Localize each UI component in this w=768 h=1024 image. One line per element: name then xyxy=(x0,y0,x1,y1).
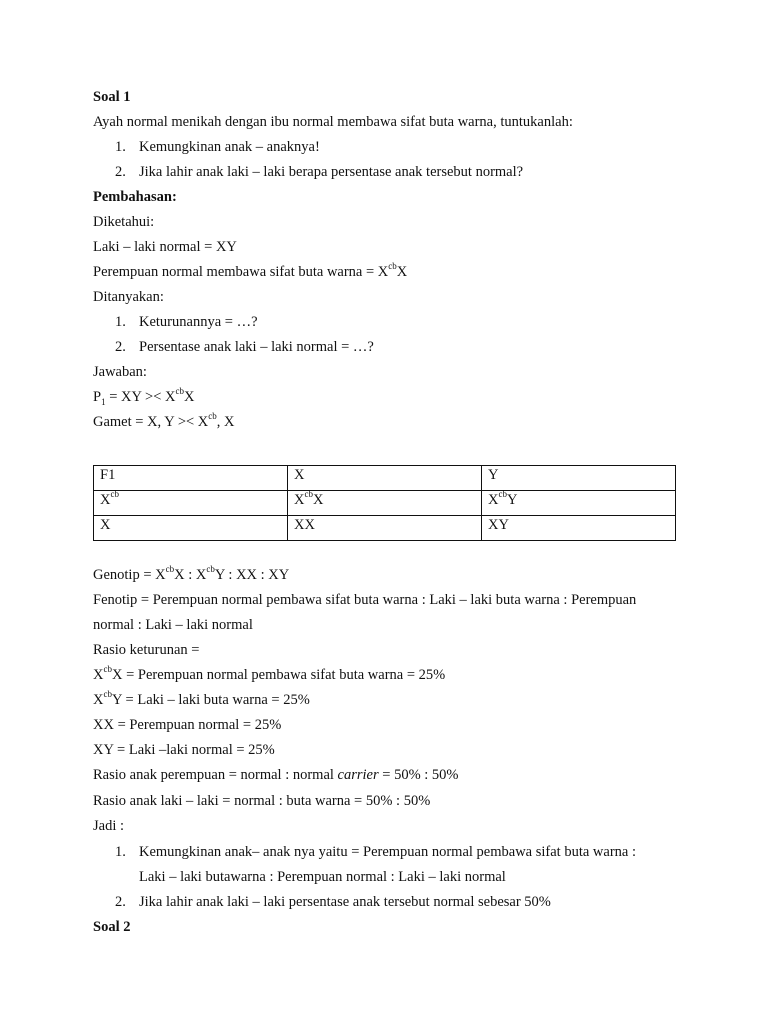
pembahasan-heading: Pembahasan: xyxy=(93,189,177,205)
ditanyakan-item: Keturunannya = …? xyxy=(139,314,258,330)
genotip-line: Genotip = $X^{cb}X$ : $X^{cb}Y$ : XX : XY xyxy=(93,564,290,583)
table-cell: $X^{cb}$ xyxy=(94,491,288,516)
rasio-line: XY = Laki –laki normal = 25% xyxy=(93,742,275,758)
list-number: 1. xyxy=(115,844,126,860)
jadi-item-cont: Laki – laki butawarna : Perempuan normal : Laki – laki normal xyxy=(139,869,506,885)
jadi-item: Kemungkinan anak– anak nya yaitu = Perempuan normal pembawa sifat buta warna : xyxy=(139,844,636,860)
fenotip-line: Fenotip = Perempuan normal pembawa sifat buta warna : Laki – laki buta warna : Perempuan xyxy=(93,592,637,608)
fenotip-line-cont: normal : Laki – laki normal xyxy=(93,617,253,633)
soal2-title: Soal 2 xyxy=(93,919,131,935)
table-row xyxy=(94,466,676,491)
table-cell: X xyxy=(288,466,482,491)
rasio-keturunan-label: Rasio keturunan = xyxy=(93,642,200,658)
list-number: 2. xyxy=(115,339,126,355)
laki-normal-line: Laki – laki normal = XY xyxy=(93,239,237,255)
list-number: 1. xyxy=(115,139,126,155)
table-cell: XY xyxy=(482,516,676,541)
table-cell: F1 xyxy=(94,466,288,491)
table-row xyxy=(94,516,676,541)
soal1-title: Soal 1 xyxy=(93,89,131,105)
p1-line: $P_1$ = XY >< $X^{cb}X$ xyxy=(93,386,195,407)
ditanyakan-item: Persentase anak laki – laki normal = …? xyxy=(139,339,374,355)
gamet-line: Gamet = X, $Y >< X^{cb}$, X xyxy=(93,411,235,430)
list-number: 2. xyxy=(115,894,126,910)
question-item: Kemungkinan anak – anaknya! xyxy=(139,139,320,155)
diketahui-label: Diketahui: xyxy=(93,214,155,230)
rasio-line: $X^{cb}Y$ = Laki – laki buta warna = 25% xyxy=(93,689,310,708)
jadi-label: Jadi : xyxy=(93,818,125,834)
rasio-perempuan-line: Rasio anak perempuan = normal : normal carrier = 50% : 50% xyxy=(93,767,459,783)
jadi-item: Jika lahir anak laki – laki persentase anak tersebut normal sebesar 50% xyxy=(139,894,551,910)
ditanyakan-label: Ditanyakan: xyxy=(93,289,164,305)
table-cell: $X^{cb}Y$ xyxy=(482,491,676,516)
rasio-line: $X^{cb}X$ = Perempuan normal pembawa sifat buta warna = 25% xyxy=(93,664,446,683)
table-cell: X xyxy=(94,516,288,541)
rasio-line: XX = Perempuan normal = 25% xyxy=(93,717,282,733)
list-number: 2. xyxy=(115,164,126,180)
question-text: Ayah normal menikah dengan ibu normal membawa sifat buta warna, tuntukanlah: xyxy=(93,114,573,130)
perempuan-normal-line: Perempuan normal membawa sifat buta warna = $X^{cb}X$ xyxy=(93,261,408,280)
table-cell: XX xyxy=(288,516,482,541)
table-row xyxy=(94,491,676,516)
jawaban-label: Jawaban: xyxy=(93,364,147,380)
table-cell: Y xyxy=(482,466,676,491)
list-number: 1. xyxy=(115,314,126,330)
punnett-table xyxy=(93,465,676,541)
rasio-laki-line: Rasio anak laki – laki = normal : buta warna = 50% : 50% xyxy=(93,793,431,809)
question-item: Jika lahir anak laki – laki berapa persentase anak tersebut normal? xyxy=(139,164,524,180)
table-cell: $X^{cb}X$ xyxy=(288,491,482,516)
